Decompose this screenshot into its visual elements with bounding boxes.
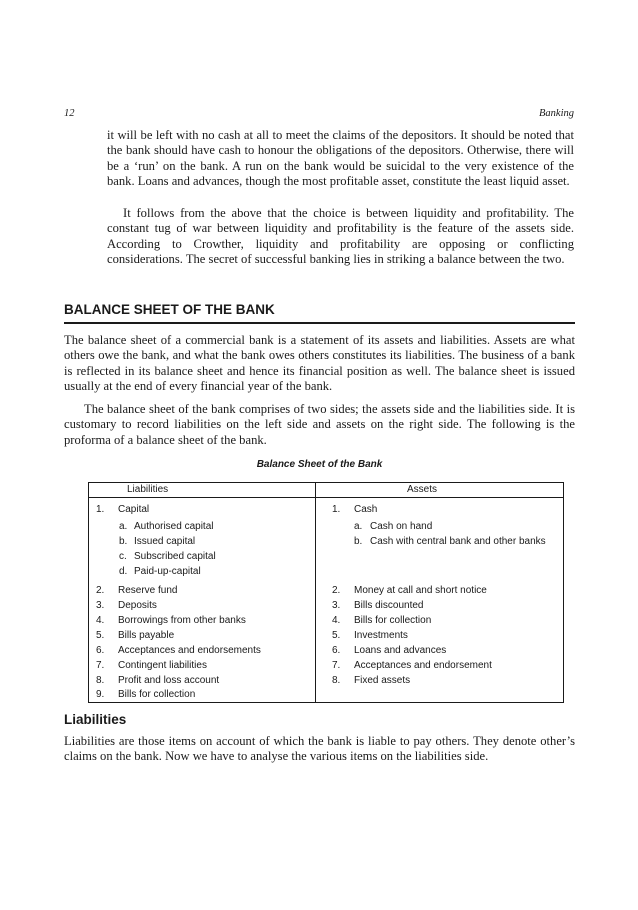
liability-subitem: c. Subscribed capital: [119, 551, 216, 562]
liability-item: 8. Profit and loss account: [96, 675, 220, 686]
asset-item: 7. Acceptances and endorsement: [332, 660, 492, 671]
liability-item: 6. Acceptances and endorsements: [96, 645, 261, 656]
column-divider: [315, 483, 316, 702]
asset-subitem: b. Cash with central bank and other banks: [354, 536, 546, 547]
running-title: Banking: [539, 108, 574, 119]
liability-item: 2. Reserve fund: [96, 585, 178, 596]
asset-item: 6. Loans and advances: [332, 645, 447, 656]
paragraph-balance-sheet-sides: The balance sheet of the bank comprises of two sides; the assets side and the liabilities side. It is customary to record liabilities on the left side and assets on the right side. The following is the proforma of a balance sheet of the bank.: [64, 402, 575, 447]
section-heading: BALANCE SHEET OF THE BANK: [64, 302, 275, 317]
liability-subitem: d. Paid-up-capital: [119, 566, 201, 577]
page-number: 12: [64, 108, 75, 119]
asset-item: 2. Money at call and short notice: [332, 585, 487, 596]
page-header: [64, 108, 574, 122]
liabilities-column-header: Liabilities: [127, 484, 169, 495]
paragraph-balance-sheet-intro: The balance sheet of a commercial bank is a statement of its assets and liabilities. Assets are what others owe the bank, and what the bank owes others constitutes its liabilities. The business of a bank is reflected in its balance sheet and hence its financial position as well. The balance sheet is issued usually at the end of every financial year of the bank.: [64, 333, 575, 393]
assets-column-header: Assets: [407, 484, 438, 495]
paragraph-liquidity-profitability: It follows from the above that the choice is between liquidity and profitability. The constant tug of war between liquidity and profitability is the feature of the assets side. According to Crowther, liquidity and profitability are opposing or conflicting considerations. The secret of successful banking lies in striking a balance between the two.: [107, 206, 574, 266]
liability-item: 9. Bills for collection: [96, 689, 196, 700]
liability-item: 7. Contingent liabilities: [96, 660, 207, 671]
asset-item: 8. Fixed assets: [332, 675, 411, 686]
asset-item: 4. Bills for collection: [332, 615, 432, 626]
liability-item: 3. Deposits: [96, 600, 157, 611]
liability-item: 4. Borrowings from other banks: [96, 615, 246, 626]
asset-item: 5. Investments: [332, 630, 408, 641]
liability-item: 5. Bills payable: [96, 630, 175, 641]
asset-item: 1. Cash: [332, 504, 378, 515]
liability-subitem: a. Authorised capital: [119, 521, 214, 532]
table-caption: Balance Sheet of the Bank: [256, 459, 383, 470]
section-rule: [64, 322, 575, 324]
balance-sheet-table: [88, 482, 564, 703]
paragraph-liquidity-risk: it will be left with no cash at all to meet the claims of the depositors. It should be noted that the bank should have cash to honour the obligations of the depositors. Otherwise, there will be a ‘run’ on the bank. A run on the bank would be suicidal to the very existence of the bank. Loans and advances, though the most profitable asset, constitute the least liquid asset.: [107, 128, 574, 188]
table-header-row: [89, 483, 563, 498]
liability-item: 1. Capital: [96, 504, 150, 515]
subsection-heading: Liabilities: [64, 712, 127, 727]
paragraph-liabilities: Liabilities are those items on account of which the bank is liable to pay others. They denote other’s claims on the bank. Now we have to analyse the various items on the liabilities side.: [64, 734, 575, 764]
asset-item: 3. Bills discounted: [332, 600, 424, 611]
liability-subitem: b. Issued capital: [119, 536, 196, 547]
asset-subitem: a. Cash on hand: [354, 521, 433, 532]
